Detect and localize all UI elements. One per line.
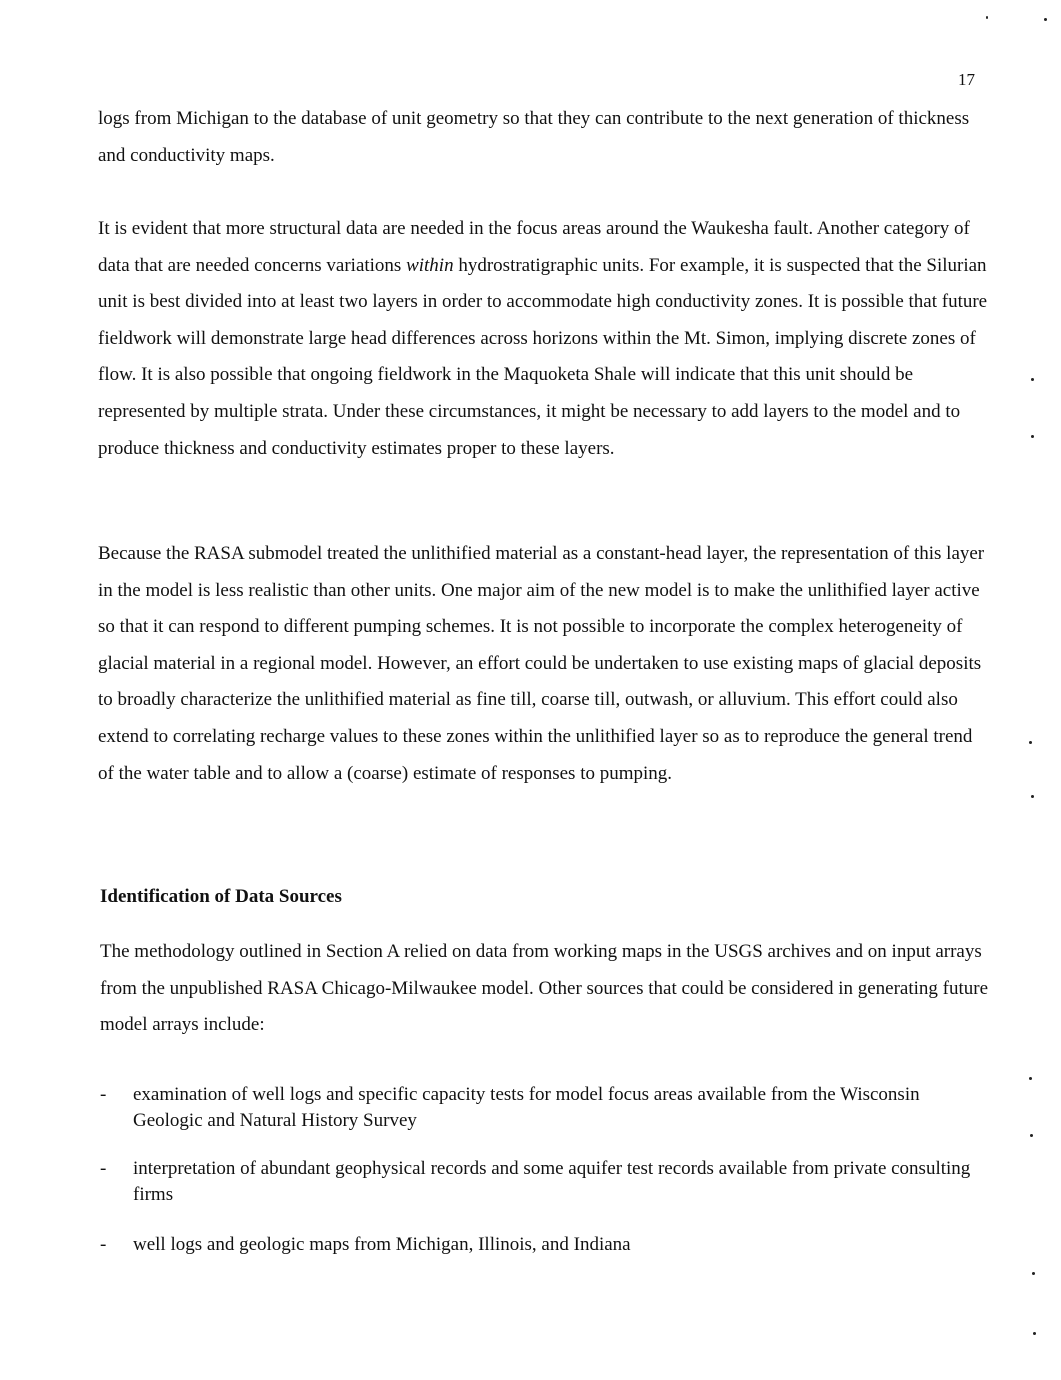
scan-speck xyxy=(1029,741,1032,744)
scan-speck xyxy=(1030,1134,1033,1137)
bullet-dash: - xyxy=(100,1158,107,1179)
paragraph-methodology: The methodology outlined in Section A relied on data from working maps in the USGS archives and on input arrays from the unpublished RASA Chicago-Milwaukee model. Other sources that could be considered in generating future model arrays include: xyxy=(100,941,989,1036)
emphasis-within: within xyxy=(406,254,454,276)
scan-speck xyxy=(986,16,988,19)
list-item-text: examination of well logs and specific capacity tests for model focus areas available from the Wisconsin Geologic and Natural History Survey xyxy=(133,1084,920,1131)
page-number: 17 xyxy=(958,70,975,89)
scan-speck xyxy=(1029,1077,1032,1080)
paragraph-unlithified-material: Because the RASA submodel treated the unlithified material as a constant-head layer, the representation of this layer in the model is less realistic than other units. One major aim of the new model is to make the unlithified layer active so that it can respond to different pumping schemes. It is not possible to incorporate the complex heterogeneity of glacial material in a regional model. However, an effort could be undertaken to use existing maps of glacial deposits to broadly characterize the unlithified material as fine till, coarse till, outwash, or alluvium. This effort could also extend to correlating recharge values to these zones within the unlithified layer so as to reproduce the general trend of the water table and to allow a (coarse) estimate of responses to pumping. xyxy=(98,543,985,784)
scan-speck xyxy=(1031,435,1034,438)
paragraph-text: hydrostratigraphic units. For example, it is suspected that the Silurian unit is best divided into at least two layers in order to accommodate high conductivity zones. It is possible that future fieldwork will demonstrate large head differences across horizons within the Mt. Simon, implying discrete zones of flow. It is also possible that ongoing fieldwork in the Maquoketa Shale will indicate that this unit should be represented by multiple strata. Under these circumstances, it might be necessary to add layers to the model and to produce thickness and conductivity estimates proper to these layers. xyxy=(98,254,988,459)
list-item-text: well logs and geologic maps from Michigan, Illinois, and Indiana xyxy=(133,1234,631,1255)
paragraph-continuation: logs from Michigan to the database of unit geometry so that they can contribute to the next generation of thickness and conductivity maps. xyxy=(98,108,970,166)
scan-speck xyxy=(1044,18,1047,21)
list-item-text: interpretation of abundant geophysical records and some aquifer test records available from private consulting firms xyxy=(133,1158,971,1205)
scan-speck xyxy=(1033,1332,1036,1335)
scan-speck xyxy=(1031,795,1034,798)
bullet-dash: - xyxy=(100,1084,107,1105)
scan-speck xyxy=(1031,378,1034,381)
paragraph-text: It is evident that more structural data are needed in the focus areas around the Waukesha fault. Another category of data that are needed concerns variations xyxy=(98,218,970,276)
paragraph-structural-data xyxy=(98,211,988,467)
scan-speck xyxy=(1032,1272,1035,1275)
section-heading: Identification of Data Sources xyxy=(100,886,342,907)
bullet-dash: - xyxy=(100,1234,107,1255)
